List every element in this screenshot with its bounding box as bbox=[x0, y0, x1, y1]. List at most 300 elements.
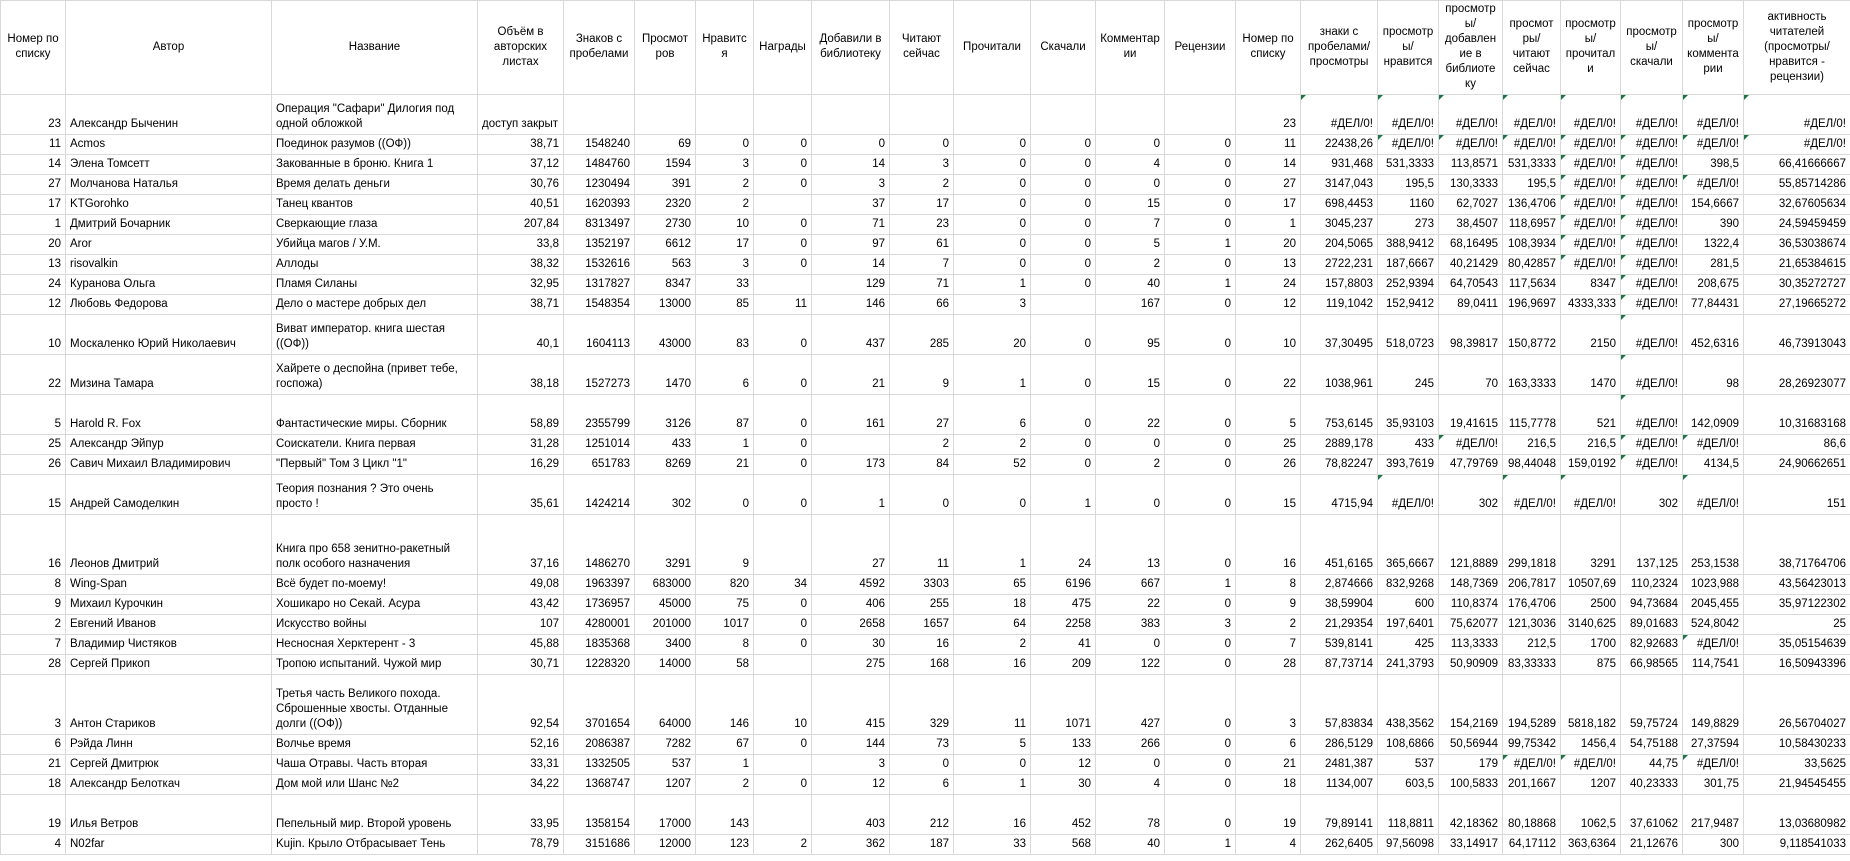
cell[interactable]: Владимир Чистяков bbox=[66, 635, 272, 655]
cell[interactable]: 121,8889 bbox=[1439, 515, 1503, 575]
cell[interactable]: 187,6667 bbox=[1378, 255, 1439, 275]
cell[interactable]: 121,3036 bbox=[1503, 615, 1561, 635]
cell[interactable]: 273 bbox=[1378, 215, 1439, 235]
cell[interactable]: 452,6316 bbox=[1683, 315, 1744, 355]
cell[interactable]: 0 bbox=[1165, 735, 1236, 755]
error-cell[interactable]: #ДЕЛ/0! bbox=[1744, 135, 1850, 155]
cell[interactable]: 33,5625 bbox=[1744, 755, 1850, 775]
column-header-22[interactable]: активность читателей (просмотры/нравится - рецензии) bbox=[1744, 1, 1850, 95]
cell[interactable]: 0 bbox=[1031, 395, 1096, 435]
cell[interactable]: 3701654 bbox=[564, 675, 635, 735]
cell[interactable] bbox=[564, 95, 635, 135]
cell[interactable]: 26 bbox=[1, 455, 66, 475]
cell[interactable]: 40 bbox=[1096, 275, 1165, 295]
cell[interactable]: 0 bbox=[754, 215, 812, 235]
cell[interactable]: 537 bbox=[1378, 755, 1439, 775]
cell[interactable]: 150,8772 bbox=[1503, 315, 1561, 355]
cell[interactable]: 100,5833 bbox=[1439, 775, 1503, 795]
cell[interactable]: 208,675 bbox=[1683, 275, 1744, 295]
cell[interactable]: 518,0723 bbox=[1378, 315, 1439, 355]
cell[interactable]: 25 bbox=[1236, 435, 1301, 455]
cell[interactable]: 3 bbox=[890, 155, 954, 175]
cell[interactable]: Aror bbox=[66, 235, 272, 255]
cell[interactable]: 0 bbox=[754, 775, 812, 795]
error-cell[interactable]: #ДЕЛ/0! bbox=[1561, 155, 1621, 175]
cell[interactable]: 22 bbox=[1236, 355, 1301, 395]
cell[interactable]: 600 bbox=[1378, 595, 1439, 615]
cell[interactable]: 241,3793 bbox=[1378, 655, 1439, 675]
cell[interactable]: 9 bbox=[1236, 595, 1301, 615]
cell[interactable]: 1620393 bbox=[564, 195, 635, 215]
cell[interactable]: Kujin. Крыло Отбрасывает Тень bbox=[272, 835, 478, 855]
cell[interactable] bbox=[812, 95, 890, 135]
cell[interactable]: 179 bbox=[1439, 755, 1503, 775]
column-header-1[interactable]: Автор bbox=[66, 1, 272, 95]
cell[interactable]: 35,93103 bbox=[1378, 395, 1439, 435]
cell[interactable]: 1 bbox=[1, 215, 66, 235]
cell[interactable]: 40,23333 bbox=[1621, 775, 1683, 795]
cell[interactable]: 11 bbox=[890, 515, 954, 575]
cell[interactable]: 36,53038674 bbox=[1744, 235, 1850, 255]
cell[interactable]: 0 bbox=[1031, 455, 1096, 475]
cell[interactable]: Савич Михаил Владимирович bbox=[66, 455, 272, 475]
cell[interactable]: 21 bbox=[1236, 755, 1301, 775]
cell[interactable]: 52 bbox=[954, 455, 1031, 475]
cell[interactable]: 41 bbox=[1031, 635, 1096, 655]
cell[interactable]: 698,4453 bbox=[1301, 195, 1378, 215]
cell[interactable]: 2150 bbox=[1561, 315, 1621, 355]
cell[interactable]: 159,0192 bbox=[1561, 455, 1621, 475]
cell[interactable]: 1 bbox=[696, 435, 754, 455]
cell[interactable]: Аллоды bbox=[272, 255, 478, 275]
cell[interactable]: 2045,455 bbox=[1683, 595, 1744, 615]
cell[interactable]: 86,6 bbox=[1744, 435, 1850, 455]
cell[interactable]: 365,6667 bbox=[1378, 515, 1439, 575]
column-header-11[interactable]: Скачали bbox=[1031, 1, 1096, 95]
cell[interactable]: 4134,5 bbox=[1683, 455, 1744, 475]
cell[interactable]: 3045,237 bbox=[1301, 215, 1378, 235]
cell[interactable]: 80,18868 bbox=[1503, 795, 1561, 835]
cell[interactable]: 113,8571 bbox=[1439, 155, 1503, 175]
cell[interactable] bbox=[754, 755, 812, 775]
cell[interactable]: 12 bbox=[1031, 755, 1096, 775]
cell[interactable]: 107 bbox=[478, 615, 564, 635]
cell[interactable]: 1352197 bbox=[564, 235, 635, 255]
cell[interactable]: 3140,625 bbox=[1561, 615, 1621, 635]
cell[interactable]: 391 bbox=[635, 175, 696, 195]
cell[interactable]: 9,118541033 bbox=[1744, 835, 1850, 855]
cell[interactable]: 33,95 bbox=[478, 795, 564, 835]
cell[interactable]: 0 bbox=[1165, 155, 1236, 175]
cell[interactable]: 118,8811 bbox=[1378, 795, 1439, 835]
cell[interactable]: 24 bbox=[1, 275, 66, 295]
cell[interactable]: 22 bbox=[1096, 595, 1165, 615]
cell[interactable]: 58,89 bbox=[478, 395, 564, 435]
cell[interactable] bbox=[754, 655, 812, 675]
error-cell[interactable]: #ДЕЛ/0! bbox=[1561, 235, 1621, 255]
cell[interactable]: 33,8 bbox=[478, 235, 564, 255]
cell[interactable]: 14 bbox=[1, 155, 66, 175]
cell[interactable]: 6 bbox=[696, 355, 754, 395]
cell[interactable]: 2 bbox=[890, 435, 954, 455]
cell[interactable]: 27 bbox=[1, 175, 66, 195]
cell[interactable]: Александр Эйпур bbox=[66, 435, 272, 455]
cell[interactable]: 1 bbox=[1165, 235, 1236, 255]
cell[interactable]: 1835368 bbox=[564, 635, 635, 655]
cell[interactable]: 753,6145 bbox=[1301, 395, 1378, 435]
cell[interactable]: 1038,961 bbox=[1301, 355, 1378, 395]
cell[interactable]: 266 bbox=[1096, 735, 1165, 755]
error-cell[interactable]: #ДЕЛ/0! bbox=[1621, 235, 1683, 255]
cell[interactable]: 0 bbox=[954, 215, 1031, 235]
cell[interactable]: 0 bbox=[954, 155, 1031, 175]
cell[interactable]: Андрей Самоделкин bbox=[66, 475, 272, 515]
cell[interactable]: 0 bbox=[754, 255, 812, 275]
cell[interactable]: 521 bbox=[1561, 395, 1621, 435]
cell[interactable]: 98,44048 bbox=[1503, 455, 1561, 475]
cell[interactable]: 161 bbox=[812, 395, 890, 435]
cell[interactable]: 3 bbox=[1236, 675, 1301, 735]
cell[interactable]: 0 bbox=[954, 475, 1031, 515]
cell[interactable]: Книга про 658 зенитно-ракетный полк особого назначения bbox=[272, 515, 478, 575]
cell[interactable]: 0 bbox=[754, 595, 812, 615]
cell[interactable]: 57,83834 bbox=[1301, 675, 1378, 735]
cell[interactable]: 33,14917 bbox=[1439, 835, 1503, 855]
cell[interactable]: Время делать деньги bbox=[272, 175, 478, 195]
cell[interactable]: 6 bbox=[890, 775, 954, 795]
cell[interactable]: 19 bbox=[1236, 795, 1301, 835]
cell[interactable]: 71 bbox=[890, 275, 954, 295]
cell[interactable]: 1 bbox=[812, 475, 890, 515]
cell[interactable]: 173 bbox=[812, 455, 890, 475]
cell[interactable]: 16,50943396 bbox=[1744, 655, 1850, 675]
cell[interactable]: 0 bbox=[812, 135, 890, 155]
cell[interactable]: 28,26923077 bbox=[1744, 355, 1850, 395]
cell[interactable]: 0 bbox=[754, 735, 812, 755]
cell[interactable]: Танец квантов bbox=[272, 195, 478, 215]
cell[interactable]: 531,3333 bbox=[1503, 155, 1561, 175]
cell[interactable]: 22 bbox=[1096, 395, 1165, 435]
cell[interactable]: 14 bbox=[1236, 155, 1301, 175]
cell[interactable]: 0 bbox=[1031, 175, 1096, 195]
cell[interactable]: Поединок разумов ((ОФ)) bbox=[272, 135, 478, 155]
cell[interactable]: 30,71 bbox=[478, 655, 564, 675]
cell[interactable]: 23 bbox=[1236, 95, 1301, 135]
cell[interactable]: 154,2169 bbox=[1439, 675, 1503, 735]
cell[interactable]: 12 bbox=[1, 295, 66, 315]
column-header-3[interactable]: Объём в авторских листах bbox=[478, 1, 564, 95]
cell[interactable]: 45,88 bbox=[478, 635, 564, 655]
cell[interactable] bbox=[754, 95, 812, 135]
cell[interactable]: 75 bbox=[696, 595, 754, 615]
error-cell[interactable]: #ДЕЛ/0! bbox=[1683, 475, 1744, 515]
cell[interactable]: 8 bbox=[1236, 575, 1301, 595]
cell[interactable]: 0 bbox=[754, 395, 812, 435]
cell[interactable]: Сергей Дмитрюк bbox=[66, 755, 272, 775]
cell[interactable]: 651783 bbox=[564, 455, 635, 475]
cell[interactable]: 0 bbox=[1031, 195, 1096, 215]
cell[interactable]: 196,9697 bbox=[1503, 295, 1561, 315]
cell[interactable]: 77,84431 bbox=[1683, 295, 1744, 315]
error-cell[interactable]: #ДЕЛ/0! bbox=[1439, 135, 1503, 155]
cell[interactable]: 16 bbox=[954, 795, 1031, 835]
cell[interactable]: 7282 bbox=[635, 735, 696, 755]
error-cell[interactable]: #ДЕЛ/0! bbox=[1683, 635, 1744, 655]
cell[interactable]: 415 bbox=[812, 675, 890, 735]
cell[interactable]: 0 bbox=[1165, 455, 1236, 475]
error-cell[interactable]: #ДЕЛ/0! bbox=[1378, 95, 1439, 135]
cell[interactable]: 4333,333 bbox=[1561, 295, 1621, 315]
cell[interactable]: 20 bbox=[1236, 235, 1301, 255]
cell[interactable]: 285 bbox=[890, 315, 954, 355]
cell[interactable]: 187 bbox=[890, 835, 954, 855]
column-header-14[interactable]: Номер по списку bbox=[1236, 1, 1301, 95]
cell[interactable]: 1594 bbox=[635, 155, 696, 175]
cell[interactable]: 286,5129 bbox=[1301, 735, 1378, 755]
column-header-8[interactable]: Добавили в библиотеку bbox=[812, 1, 890, 95]
cell[interactable]: 539,8141 bbox=[1301, 635, 1378, 655]
cell[interactable]: 0 bbox=[890, 475, 954, 515]
cell[interactable]: 8 bbox=[1, 575, 66, 595]
column-header-16[interactable]: просмотры/нравится bbox=[1378, 1, 1439, 95]
cell[interactable]: 253,1538 bbox=[1683, 515, 1744, 575]
cell[interactable]: 217,9487 bbox=[1683, 795, 1744, 835]
cell[interactable]: 8 bbox=[696, 635, 754, 655]
cell[interactable]: 8269 bbox=[635, 455, 696, 475]
cell[interactable]: 3151686 bbox=[564, 835, 635, 855]
error-cell[interactable]: #ДЕЛ/0! bbox=[1561, 475, 1621, 515]
cell[interactable]: 393,7619 bbox=[1378, 455, 1439, 475]
cell[interactable]: 154,6667 bbox=[1683, 195, 1744, 215]
cell[interactable] bbox=[754, 515, 812, 575]
cell[interactable]: 69 bbox=[635, 135, 696, 155]
error-cell[interactable]: #ДЕЛ/0! bbox=[1621, 355, 1683, 395]
cell[interactable]: 1 bbox=[954, 355, 1031, 395]
cell[interactable]: 3303 bbox=[890, 575, 954, 595]
cell[interactable]: 27 bbox=[812, 515, 890, 575]
error-cell[interactable]: #ДЕЛ/0! bbox=[1621, 255, 1683, 275]
cell[interactable]: Александр Белоткач bbox=[66, 775, 272, 795]
cell[interactable]: 8313497 bbox=[564, 215, 635, 235]
cell[interactable]: Пепельный мир. Второй уровень bbox=[272, 795, 478, 835]
error-cell[interactable]: #ДЕЛ/0! bbox=[1683, 95, 1744, 135]
cell[interactable]: 201,1667 bbox=[1503, 775, 1561, 795]
error-cell[interactable]: #ДЕЛ/0! bbox=[1503, 135, 1561, 155]
cell[interactable]: 99,75342 bbox=[1503, 735, 1561, 755]
cell[interactable]: 0 bbox=[1165, 315, 1236, 355]
cell[interactable]: 22 bbox=[1, 355, 66, 395]
cell[interactable]: 38,59904 bbox=[1301, 595, 1378, 615]
cell[interactable]: KTGorohko bbox=[66, 195, 272, 215]
cell[interactable]: Хайрете о деспойна (привет тебе, госпожа) bbox=[272, 355, 478, 395]
cell[interactable]: 32,67605634 bbox=[1744, 195, 1850, 215]
cell[interactable]: 21,12676 bbox=[1621, 835, 1683, 855]
cell[interactable]: 2 bbox=[954, 635, 1031, 655]
cell[interactable]: 79,89141 bbox=[1301, 795, 1378, 835]
cell[interactable]: 35,97122302 bbox=[1744, 595, 1850, 615]
cell[interactable]: 68,16495 bbox=[1439, 235, 1503, 255]
column-header-13[interactable]: Рецензии bbox=[1165, 1, 1236, 95]
cell[interactable]: 24 bbox=[1236, 275, 1301, 295]
cell[interactable]: 363,6364 bbox=[1561, 835, 1621, 855]
cell[interactable]: 146 bbox=[812, 295, 890, 315]
cell[interactable]: Куранова Ольга bbox=[66, 275, 272, 295]
cell[interactable]: 1358154 bbox=[564, 795, 635, 835]
cell[interactable]: 329 bbox=[890, 675, 954, 735]
cell[interactable]: 84 bbox=[890, 455, 954, 475]
cell[interactable]: 2658 bbox=[812, 615, 890, 635]
cell[interactable]: 8347 bbox=[635, 275, 696, 295]
cell[interactable]: 50,90909 bbox=[1439, 655, 1503, 675]
cell[interactable]: 11 bbox=[1236, 135, 1301, 155]
cell[interactable]: 0 bbox=[1096, 135, 1165, 155]
cell[interactable]: 38,4507 bbox=[1439, 215, 1503, 235]
cell[interactable]: 0 bbox=[1096, 435, 1165, 455]
cell[interactable]: 38,71 bbox=[478, 295, 564, 315]
cell[interactable]: 0 bbox=[1031, 355, 1096, 395]
cell[interactable]: 1017 bbox=[696, 615, 754, 635]
cell[interactable]: 64,17112 bbox=[1503, 835, 1561, 855]
cell[interactable]: Убийца магов / У.М. bbox=[272, 235, 478, 255]
cell[interactable]: Рэйда Линн bbox=[66, 735, 272, 755]
cell[interactable]: 0 bbox=[754, 135, 812, 155]
cell[interactable]: 24 bbox=[1031, 515, 1096, 575]
error-cell[interactable]: #ДЕЛ/0! bbox=[1621, 215, 1683, 235]
cell[interactable]: 1062,5 bbox=[1561, 795, 1621, 835]
cell[interactable]: 1657 bbox=[890, 615, 954, 635]
cell[interactable]: 32,95 bbox=[478, 275, 564, 295]
cell[interactable]: Антон Стариков bbox=[66, 675, 272, 735]
cell[interactable]: Всё будет по-моему! bbox=[272, 575, 478, 595]
cell[interactable]: 43000 bbox=[635, 315, 696, 355]
cell[interactable]: 50,56944 bbox=[1439, 735, 1503, 755]
cell[interactable]: 23 bbox=[1, 95, 66, 135]
cell[interactable]: 0 bbox=[754, 435, 812, 455]
cell[interactable]: 17 bbox=[1, 195, 66, 215]
cell[interactable]: 437 bbox=[812, 315, 890, 355]
cell[interactable]: 1071 bbox=[1031, 675, 1096, 735]
cell[interactable]: 38,18 bbox=[478, 355, 564, 395]
cell[interactable]: 38,71 bbox=[478, 135, 564, 155]
cell[interactable]: 390 bbox=[1683, 215, 1744, 235]
error-cell[interactable]: #ДЕЛ/0! bbox=[1561, 95, 1621, 135]
cell[interactable]: 0 bbox=[890, 755, 954, 775]
cell[interactable]: 20 bbox=[954, 315, 1031, 355]
cell[interactable]: 0 bbox=[1165, 135, 1236, 155]
cell[interactable]: 1548240 bbox=[564, 135, 635, 155]
cell[interactable]: 25 bbox=[1, 435, 66, 455]
error-cell[interactable]: #ДЕЛ/0! bbox=[1503, 755, 1561, 775]
cell[interactable]: 302 bbox=[635, 475, 696, 515]
cell[interactable]: 38,32 bbox=[478, 255, 564, 275]
cell[interactable]: 4 bbox=[1096, 775, 1165, 795]
cell[interactable]: 28 bbox=[1, 655, 66, 675]
cell[interactable]: Мизина Тамара bbox=[66, 355, 272, 395]
column-header-4[interactable]: Знаков с пробелами bbox=[564, 1, 635, 95]
cell[interactable]: 383 bbox=[1096, 615, 1165, 635]
error-cell[interactable]: #ДЕЛ/0! bbox=[1561, 215, 1621, 235]
cell[interactable]: 4 bbox=[1, 835, 66, 855]
cell[interactable]: 26,56704027 bbox=[1744, 675, 1850, 735]
cell[interactable]: 6612 bbox=[635, 235, 696, 255]
cell[interactable]: 0 bbox=[1165, 355, 1236, 395]
cell[interactable]: 3400 bbox=[635, 635, 696, 655]
cell[interactable]: 0 bbox=[954, 255, 1031, 275]
cell[interactable]: 0 bbox=[754, 475, 812, 515]
cell[interactable]: 216,5 bbox=[1503, 435, 1561, 455]
cell[interactable]: 1228320 bbox=[564, 655, 635, 675]
cell[interactable] bbox=[754, 795, 812, 835]
cell[interactable]: 3 bbox=[1165, 615, 1236, 635]
cell[interactable]: 45000 bbox=[635, 595, 696, 615]
error-cell[interactable]: #ДЕЛ/0! bbox=[1621, 315, 1683, 355]
cell[interactable]: 8347 bbox=[1561, 275, 1621, 295]
cell[interactable]: 0 bbox=[1165, 215, 1236, 235]
cell[interactable]: 10,31683168 bbox=[1744, 395, 1850, 435]
cell[interactable]: 1456,4 bbox=[1561, 735, 1621, 755]
cell[interactable]: 212 bbox=[890, 795, 954, 835]
cell[interactable]: 17000 bbox=[635, 795, 696, 835]
cell[interactable]: 89,01683 bbox=[1621, 615, 1683, 635]
cell[interactable]: 201000 bbox=[635, 615, 696, 635]
cell[interactable]: 66,41666667 bbox=[1744, 155, 1850, 175]
cell[interactable]: 15 bbox=[1236, 475, 1301, 515]
error-cell[interactable]: #ДЕЛ/0! bbox=[1683, 135, 1744, 155]
cell[interactable]: 97 bbox=[812, 235, 890, 255]
cell[interactable]: 0 bbox=[1165, 435, 1236, 455]
cell[interactable]: 65 bbox=[954, 575, 1031, 595]
cell[interactable]: 10507,69 bbox=[1561, 575, 1621, 595]
cell[interactable]: 4715,94 bbox=[1301, 475, 1378, 515]
cell[interactable]: 64,70543 bbox=[1439, 275, 1503, 295]
error-cell[interactable]: #ДЕЛ/0! bbox=[1621, 455, 1683, 475]
cell[interactable]: 1368747 bbox=[564, 775, 635, 795]
cell[interactable]: Элена Томсетт bbox=[66, 155, 272, 175]
cell[interactable]: 0 bbox=[954, 195, 1031, 215]
cell[interactable]: 98 bbox=[1683, 355, 1744, 395]
cell[interactable]: 197,6401 bbox=[1378, 615, 1439, 635]
cell[interactable]: 216,5 bbox=[1561, 435, 1621, 455]
column-header-5[interactable]: Просмотров bbox=[635, 1, 696, 95]
cell[interactable]: 2258 bbox=[1031, 615, 1096, 635]
cell[interactable]: 20 bbox=[1, 235, 66, 255]
cell[interactable]: 19,41615 bbox=[1439, 395, 1503, 435]
cell[interactable]: 40,21429 bbox=[1439, 255, 1503, 275]
cell[interactable]: 1424214 bbox=[564, 475, 635, 515]
cell[interactable]: 108,6866 bbox=[1378, 735, 1439, 755]
cell[interactable]: 16 bbox=[1, 515, 66, 575]
cell[interactable]: 87 bbox=[696, 395, 754, 435]
cell[interactable]: 7 bbox=[890, 255, 954, 275]
cell[interactable]: 1532616 bbox=[564, 255, 635, 275]
cell[interactable]: Чаша Отравы. Часть вторая bbox=[272, 755, 478, 775]
cell[interactable]: 94,73684 bbox=[1621, 595, 1683, 615]
cell[interactable]: 136,4706 bbox=[1503, 195, 1561, 215]
cell[interactable]: 27 bbox=[890, 395, 954, 435]
cell[interactable]: 115,7778 bbox=[1503, 395, 1561, 435]
column-header-18[interactable]: просмотры/читают сейчас bbox=[1503, 1, 1561, 95]
cell[interactable]: 245 bbox=[1378, 355, 1439, 395]
cell[interactable]: 13,03680982 bbox=[1744, 795, 1850, 835]
cell[interactable]: 255 bbox=[890, 595, 954, 615]
cell[interactable]: 1 bbox=[696, 755, 754, 775]
cell[interactable]: 58 bbox=[696, 655, 754, 675]
cell[interactable]: 129 bbox=[812, 275, 890, 295]
error-cell[interactable]: #ДЕЛ/0! bbox=[1561, 175, 1621, 195]
error-cell[interactable]: #ДЕЛ/0! bbox=[1683, 755, 1744, 775]
cell[interactable]: 108,3934 bbox=[1503, 235, 1561, 255]
cell[interactable]: 300 bbox=[1683, 835, 1744, 855]
